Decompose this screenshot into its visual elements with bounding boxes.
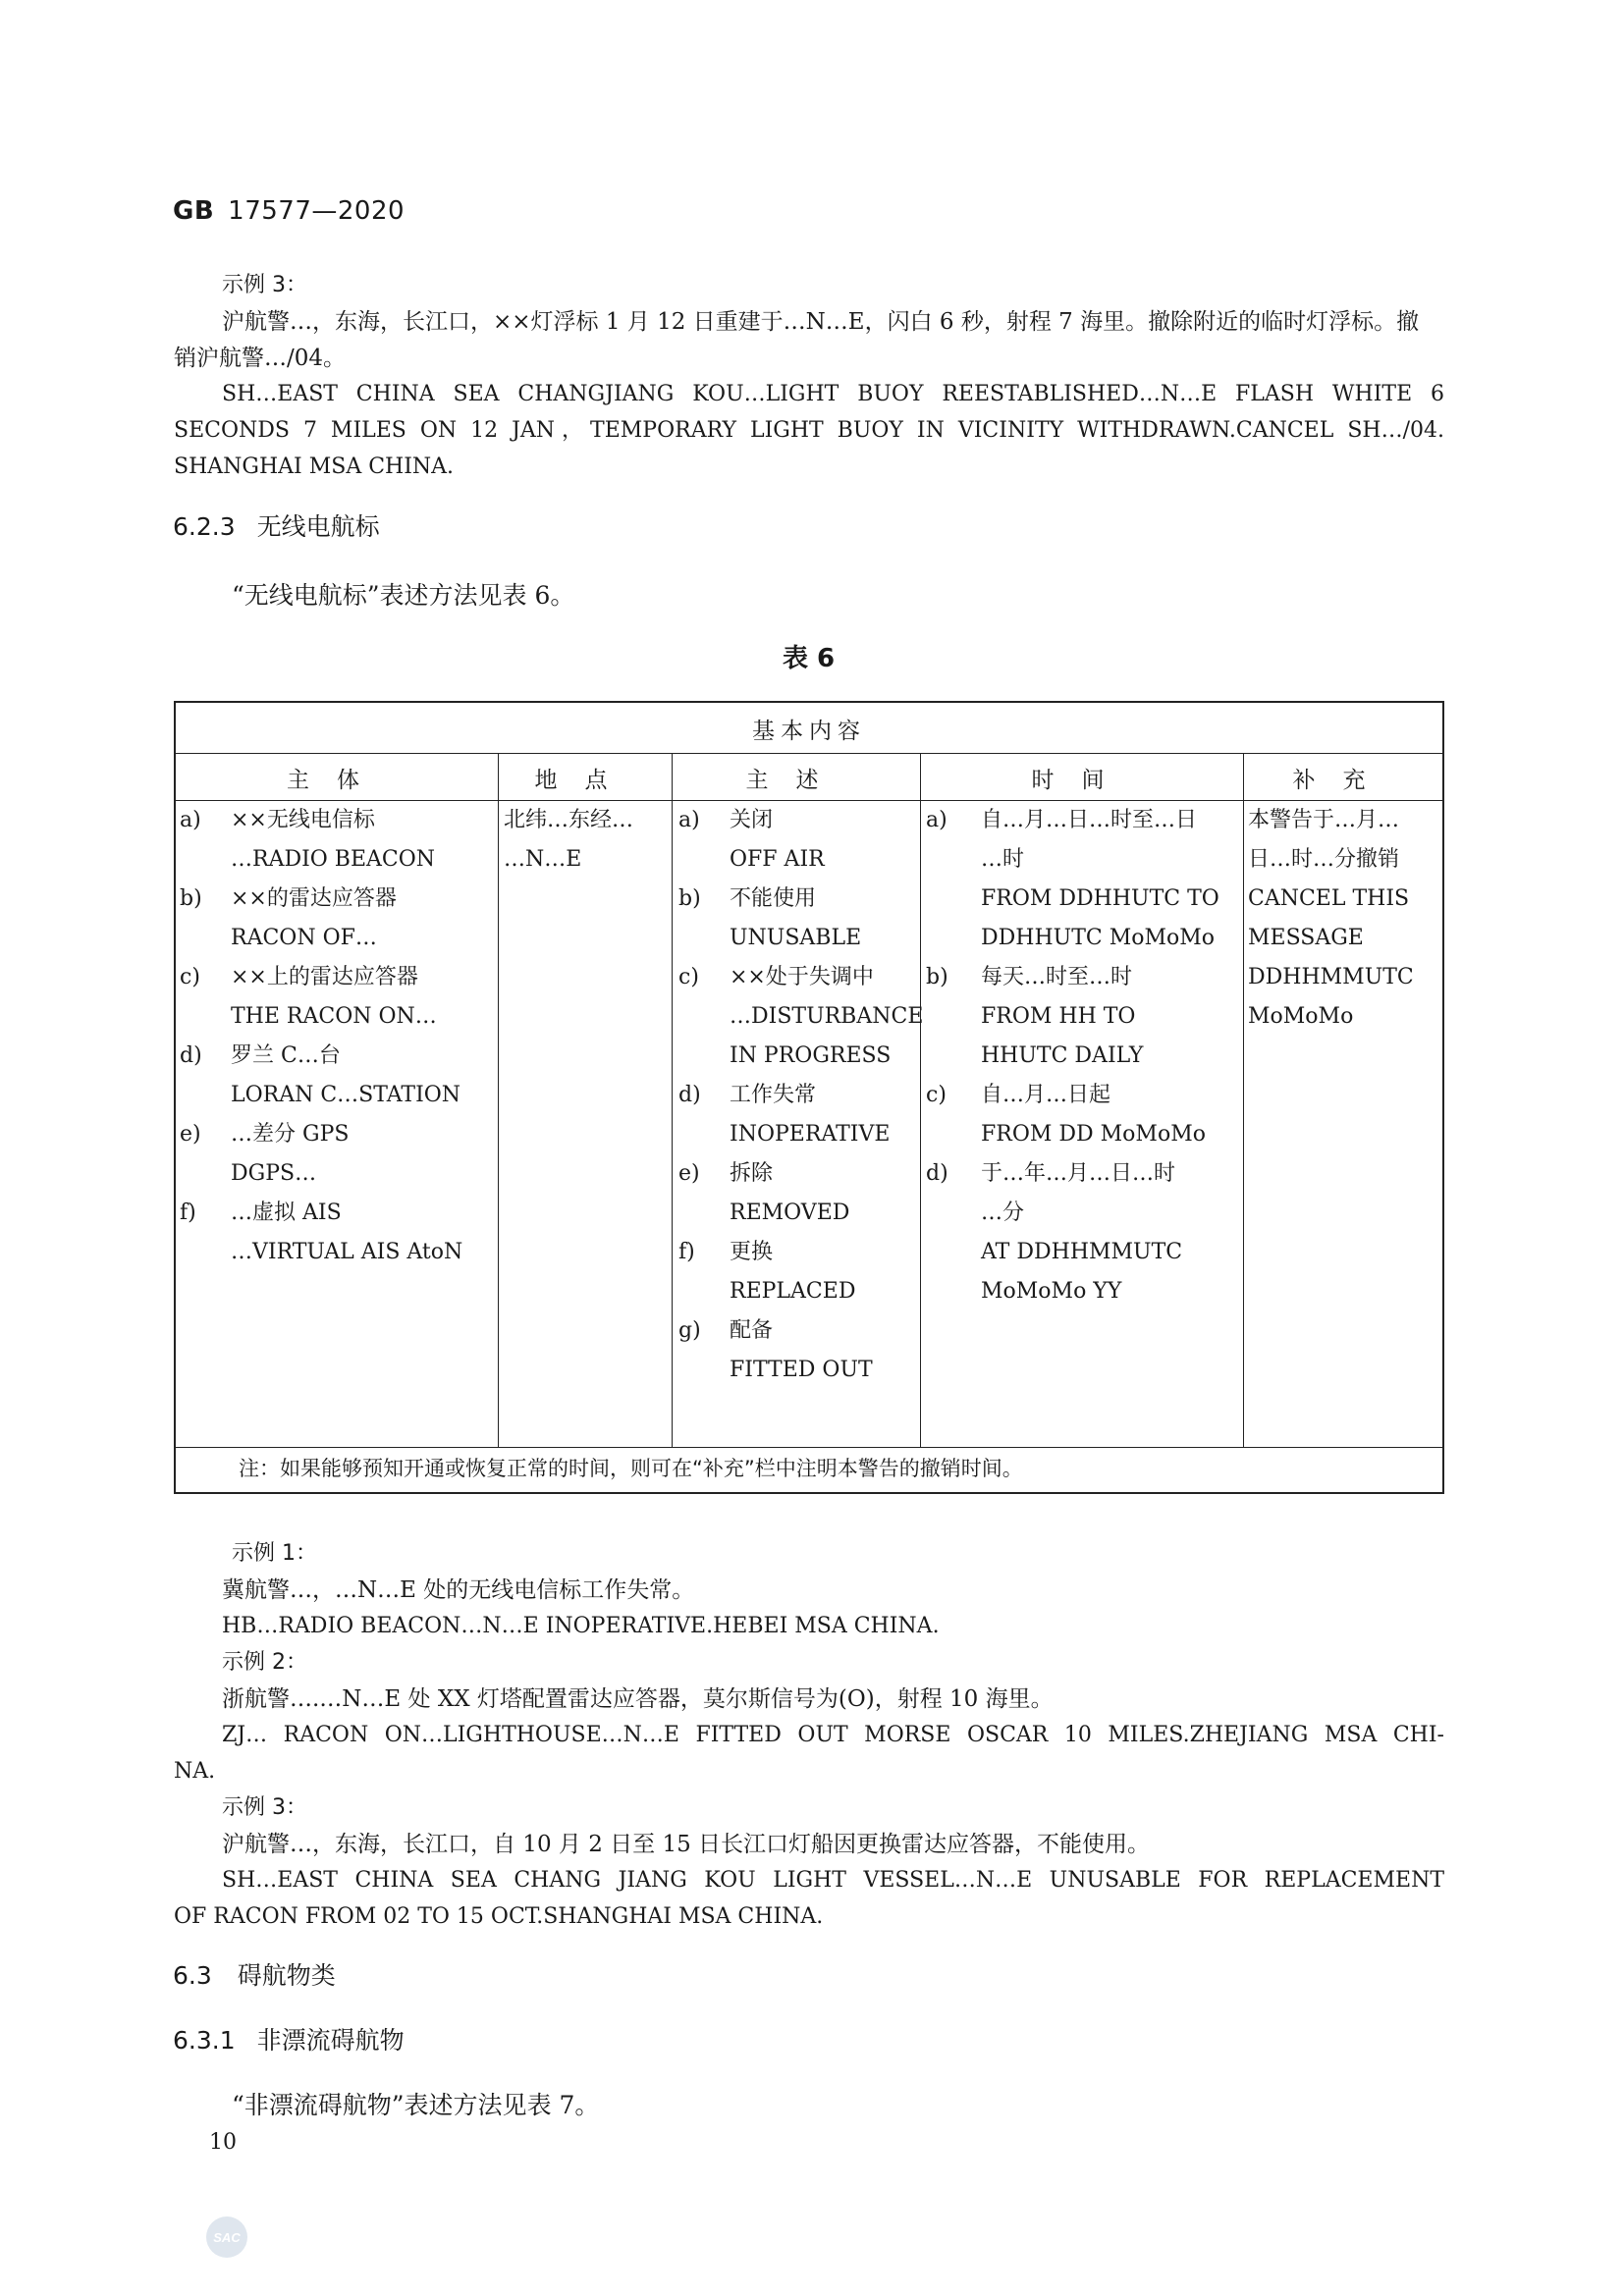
table-cell-line: ××的雷达应答器: [231, 886, 397, 911]
table-cell-line: 自…月…日起: [981, 1083, 1111, 1107]
table-rule: [176, 753, 1442, 754]
list-marker: a): [926, 808, 947, 832]
table-cell-line: FROM DDHHUTC TO: [981, 886, 1219, 911]
table-cell-line: 自…月…日…时至…日: [981, 808, 1198, 832]
example-label: 示例 3：: [222, 273, 307, 297]
table-cell-line: DDHHMMUTC: [1248, 965, 1414, 989]
table-header-basic-content: 基本内容: [752, 719, 866, 744]
table-cell-line: 关闭: [730, 808, 774, 832]
table-cell-line: MoMoMo: [1248, 1004, 1354, 1029]
section-title: 非漂流碍航物: [256, 2026, 405, 2055]
table-cell-line: AT DDHHMMUTC: [981, 1240, 1183, 1264]
example-1-cn: 冀航警…，…N…E 处的无线电信标工作失常。: [222, 1577, 695, 1603]
page-number: 10: [209, 2130, 237, 2155]
list-marker: e): [180, 1122, 201, 1147]
list-marker: a): [180, 808, 201, 832]
list-marker: g): [678, 1318, 701, 1343]
example-en-line1: SH…EAST CHINA SEA CHANGJIANG KOU…LIGHT BUOY REESTABLISHED…N…E FLASH WHITE 6: [222, 382, 1444, 406]
standard-number: [173, 196, 405, 226]
table-cell-line: INOPERATIVE: [730, 1122, 891, 1147]
example-2-en-line2: NA.: [174, 1759, 216, 1784]
std-number: 17577—2020: [228, 196, 406, 226]
table-cell-line: FROM HH TO: [981, 1004, 1136, 1029]
section-number: 6.3: [173, 1961, 212, 1990]
list-marker: f): [180, 1201, 196, 1225]
list-marker: d): [180, 1043, 202, 1068]
table-cell-line: 本警告于…月…: [1248, 808, 1400, 832]
list-marker: c): [926, 1083, 947, 1107]
table-cell-line: FROM DD MoMoMo: [981, 1122, 1206, 1147]
table-column-rule: [498, 753, 499, 1447]
table-cell-line: THE RACON ON…: [231, 1004, 437, 1029]
table-cell-line: …DISTURBANCE: [730, 1004, 924, 1029]
table-column-rule: [672, 753, 673, 1447]
sac-logo-icon: [204, 2215, 249, 2260]
table-cell-line: DGPS…: [231, 1161, 317, 1186]
table-cell-line: 更换: [730, 1240, 774, 1264]
table-cell-line: …分: [981, 1201, 1025, 1225]
section-intro: “无线电航标”表述方法见表 6。: [232, 581, 575, 610]
example-1-label: 示例 1：: [232, 1541, 317, 1566]
table-cell-line: CANCEL THIS: [1248, 886, 1410, 911]
table-caption: 表 6: [783, 644, 836, 673]
list-marker: b): [926, 965, 948, 989]
table-cell-line: …VIRTUAL AIS AtoN: [231, 1240, 463, 1264]
example-cn-line2: 销沪航警…/04。: [174, 346, 347, 371]
list-marker: d): [678, 1083, 701, 1107]
section-title: 无线电航标: [256, 512, 380, 541]
list-marker: d): [926, 1161, 948, 1186]
table-6: [174, 701, 1444, 1494]
std-prefix: GB: [173, 196, 215, 226]
table-cell-line: …RADIO BEACON: [231, 847, 436, 872]
table-cell-line: REMOVED: [730, 1201, 850, 1225]
table-cell-line: IN PROGRESS: [730, 1043, 892, 1068]
table-cell-line: RACON OF…: [231, 926, 377, 950]
table-header-location: 地点: [534, 768, 635, 793]
table-cell-line: OFF AIR: [730, 847, 825, 872]
table-cell-line: …虚拟 AIS: [231, 1201, 342, 1225]
section-heading-63: [173, 1959, 336, 1993]
example-2-en-line1: ZJ… RACON ON…LIGHTHOUSE…N…E FITTED OUT MORSE OSCAR 10 MILES.ZHEJIANG MSA CHI-: [222, 1723, 1444, 1747]
table-cell-line: FITTED OUT: [730, 1358, 873, 1382]
table-cell-line: MoMoMo YY: [981, 1279, 1122, 1304]
table-cell-line: 罗兰 C…台: [231, 1043, 341, 1068]
table-cell-line: 工作失常: [730, 1083, 817, 1107]
example-1-en: HB…RADIO BEACON…N…E INOPERATIVE.HEBEI MSA CHINA.: [222, 1614, 940, 1638]
section-heading-631: [173, 2024, 405, 2057]
table-note: 注：如果能够预知开通或恢复正常的时间，则可在“补充”栏中注明本警告的撤销时间。: [239, 1457, 1023, 1480]
section-intro: “非漂流碍航物”表述方法见表 7。: [232, 2091, 600, 2119]
table-cell-line: 日…时…分撤销: [1248, 847, 1400, 872]
table-cell-line: 每天…时至…时: [981, 965, 1133, 989]
list-marker: c): [678, 965, 699, 989]
table-cell-line: REPLACED: [730, 1279, 856, 1304]
table-cell-line: MESSAGE: [1248, 926, 1364, 950]
table-cell-line: 拆除: [730, 1161, 774, 1186]
list-marker: e): [678, 1161, 700, 1186]
table-rule: [176, 1447, 1442, 1448]
list-marker: c): [180, 965, 200, 989]
example-3-label: 示例 3：: [222, 1795, 307, 1820]
table-cell-line: …时: [981, 847, 1025, 872]
table-cell-line: UNUSABLE: [730, 926, 862, 950]
section-heading-623: [173, 510, 380, 544]
example-3-cn: 沪航警…，东海，长江口，自 10 月 2 日至 15 日长江口灯船因更换雷达应答器，不能使用。: [222, 1832, 1151, 1857]
table-header-predicate: 主述: [745, 768, 846, 793]
list-marker: b): [180, 886, 202, 911]
table-cell-line: 不能使用: [730, 886, 817, 911]
svg-text:SAC: SAC: [213, 2230, 241, 2245]
section-number: 6.2.3: [173, 512, 236, 541]
example-cn-line1: 沪航警…，东海，长江口，××灯浮标 1 月 12 日重建于…N…E，闪白 6 秒，射程 7 海里。撤除附近的临时灯浮标。撤: [222, 309, 1420, 335]
table-cell-line: DDHHUTC MoMoMo: [981, 926, 1216, 950]
section-title: 碍航物类: [237, 1961, 336, 1990]
table-header-time: 时间: [1031, 768, 1132, 793]
table-header-supplement: 补充: [1292, 768, 1393, 793]
list-marker: b): [678, 886, 701, 911]
table-cell-line: ××处于失调中: [730, 965, 874, 989]
table-column-rule: [1243, 753, 1244, 1447]
table-cell-line: LORAN C…STATION: [231, 1083, 461, 1107]
table-cell-line: …差分 GPS: [231, 1122, 350, 1147]
section-number: 6.3.1: [173, 2026, 236, 2055]
table-cell-line: ××上的雷达应答器: [231, 965, 418, 989]
table-cell-line: 于…年…月…日…时: [981, 1161, 1176, 1186]
example-2-cn: 浙航警….…N…E 处 XX 灯塔配置雷达应答器，莫尔斯信号为(O)，射程 10 海里。: [222, 1686, 1054, 1712]
list-marker: a): [678, 808, 700, 832]
list-marker: f): [678, 1240, 695, 1264]
table-column-rule: [920, 753, 921, 1447]
table-header-subject: 主体: [287, 768, 387, 793]
example-2-label: 示例 2：: [222, 1650, 307, 1675]
example-en-line2: SECONDS 7 MILES ON 12 JAN，TEMPORARY LIGHT BUOY IN VICINITY WITHDRAWN.CANCEL SH…/04.: [174, 418, 1444, 443]
example-3-en-line2: OF RACON FROM 02 TO 15 OCT.SHANGHAI MSA CHINA.: [174, 1904, 824, 1929]
table-cell-line: ××无线电信标: [231, 808, 375, 832]
table-cell-line: 配备: [730, 1318, 774, 1343]
table-cell-line: HHUTC DAILY: [981, 1043, 1144, 1068]
example-en-line3: SHANGHAI MSA CHINA.: [174, 454, 455, 479]
example-3-en-line1: SH…EAST CHINA SEA CHANG JIANG KOU LIGHT VESSEL…N…E UNUSABLE FOR REPLACEMENT: [222, 1868, 1444, 1893]
table-cell-line: 北纬…东经…: [504, 808, 634, 832]
sac-logo: [204, 2215, 249, 2260]
table-cell-line: …N…E: [504, 847, 582, 872]
